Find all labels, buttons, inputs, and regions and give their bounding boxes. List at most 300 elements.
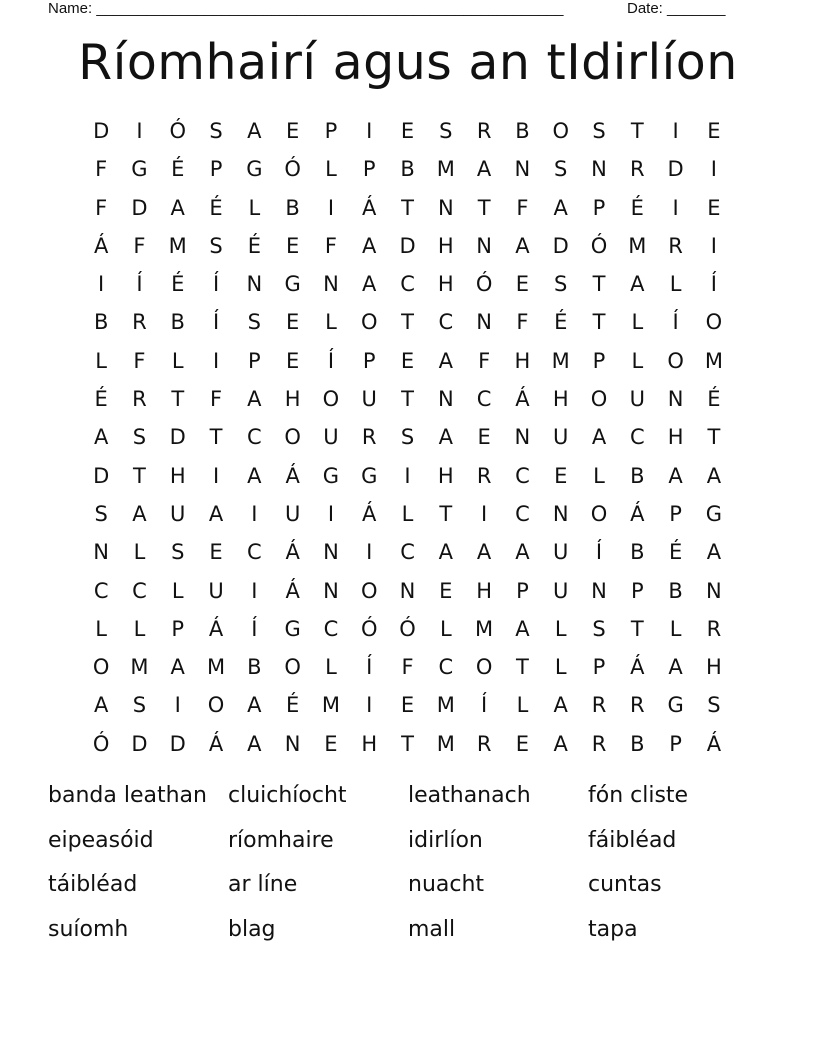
grid-cell[interactable]: F bbox=[133, 233, 146, 258]
grid-cell[interactable]: R bbox=[476, 731, 492, 756]
grid-cell[interactable]: Í bbox=[136, 272, 143, 297]
grid-cell[interactable]: Ó bbox=[92, 731, 110, 756]
grid-cell[interactable]: H bbox=[706, 655, 722, 680]
grid-cell[interactable]: M bbox=[130, 655, 149, 680]
grid-cell[interactable]: O bbox=[552, 119, 569, 143]
grid-cell[interactable]: B bbox=[400, 157, 415, 182]
grid-cell[interactable]: B bbox=[668, 578, 683, 603]
grid-cell[interactable]: L bbox=[133, 616, 146, 641]
grid-cell[interactable]: O bbox=[360, 310, 378, 335]
grid-cell[interactable]: Á bbox=[208, 731, 224, 756]
grid-cell[interactable]: Á bbox=[362, 195, 377, 220]
grid-cell[interactable]: Í bbox=[710, 272, 717, 297]
grid-cell[interactable]: I bbox=[366, 540, 373, 565]
grid-cell[interactable]: T bbox=[630, 119, 644, 143]
grid-cell[interactable]: A bbox=[170, 195, 185, 220]
grid-cell[interactable]: L bbox=[593, 463, 605, 488]
grid-cell[interactable]: U bbox=[170, 501, 186, 526]
grid-cell[interactable]: N bbox=[323, 578, 339, 603]
grid-cell[interactable]: U bbox=[323, 425, 339, 450]
grid-cell[interactable]: Á bbox=[285, 578, 300, 603]
grid-cell[interactable]: A bbox=[630, 272, 645, 297]
grid-cell[interactable]: É bbox=[171, 272, 185, 297]
grid-cell[interactable]: A bbox=[362, 233, 377, 258]
grid-cell[interactable]: E bbox=[515, 272, 530, 297]
grid-cell[interactable]: N bbox=[514, 157, 531, 182]
grid-cell[interactable]: S bbox=[592, 616, 606, 641]
grid-cell[interactable]: N bbox=[667, 387, 684, 412]
grid-cell[interactable]: B bbox=[170, 310, 185, 335]
grid-cell[interactable]: S bbox=[171, 540, 185, 565]
date-field[interactable]: Date: _______ bbox=[627, 0, 726, 17]
grid-cell[interactable]: D bbox=[131, 195, 148, 220]
grid-cell[interactable]: E bbox=[285, 348, 300, 373]
grid-cell[interactable]: C bbox=[515, 463, 530, 488]
grid-cell[interactable]: L bbox=[325, 655, 337, 680]
grid-cell[interactable]: Í bbox=[212, 272, 220, 297]
grid-cell[interactable]: P bbox=[362, 157, 376, 182]
grid-cell[interactable]: É bbox=[171, 157, 185, 182]
grid-cell[interactable]: A bbox=[247, 387, 262, 412]
grid-cell[interactable]: U bbox=[629, 387, 645, 412]
grid-cell[interactable]: I bbox=[251, 578, 258, 603]
grid-cell[interactable]: E bbox=[439, 578, 453, 603]
grid-cell[interactable]: I bbox=[710, 157, 717, 182]
grid-cell[interactable]: T bbox=[171, 387, 185, 412]
grid-cell[interactable]: Ó bbox=[169, 119, 186, 143]
grid-cell[interactable]: D bbox=[93, 463, 110, 488]
grid-cell[interactable]: C bbox=[247, 425, 262, 450]
grid-cell[interactable]: D bbox=[131, 731, 148, 756]
grid-cell[interactable]: D bbox=[667, 157, 684, 182]
grid-cell[interactable]: N bbox=[552, 501, 569, 526]
grid-cell[interactable]: T bbox=[439, 501, 453, 526]
grid-cell[interactable]: R bbox=[132, 310, 147, 335]
grid-cell[interactable]: A bbox=[553, 731, 568, 756]
grid-cell[interactable]: Í bbox=[251, 616, 258, 641]
grid-cell[interactable]: O bbox=[284, 655, 301, 680]
grid-cell[interactable]: F bbox=[95, 157, 108, 182]
grid-cell[interactable]: Í bbox=[672, 310, 679, 335]
grid-cell[interactable]: N bbox=[591, 157, 607, 182]
grid-cell[interactable]: D bbox=[169, 731, 186, 756]
word-bank bbox=[48, 778, 768, 956]
grid-cell[interactable]: T bbox=[516, 655, 529, 680]
grid-cell[interactable]: N bbox=[399, 578, 416, 603]
grid-cell[interactable]: L bbox=[325, 157, 337, 182]
grid-cell[interactable]: C bbox=[438, 310, 454, 335]
grid-cell[interactable]: A bbox=[247, 731, 262, 756]
grid-cell[interactable]: G bbox=[322, 463, 340, 488]
grid-cell[interactable]: E bbox=[285, 233, 300, 258]
grid-cell[interactable]: M bbox=[321, 693, 340, 718]
grid-cell[interactable]: Í bbox=[327, 348, 335, 373]
grid-cell[interactable]: É bbox=[668, 540, 683, 565]
grid-cell[interactable]: I bbox=[212, 463, 220, 488]
grid-cell[interactable]: H bbox=[361, 731, 378, 756]
grid-cell[interactable]: R bbox=[361, 425, 377, 450]
grid-cell[interactable]: H bbox=[667, 425, 684, 450]
grid-cell[interactable]: A bbox=[706, 463, 722, 488]
grid-cell[interactable]: A bbox=[668, 463, 683, 488]
grid-cell[interactable]: A bbox=[515, 616, 530, 641]
grid-cell[interactable]: O bbox=[667, 348, 684, 373]
grid-cell[interactable]: T bbox=[477, 195, 491, 220]
grid-cell[interactable]: D bbox=[552, 233, 569, 258]
grid-cell[interactable]: L bbox=[516, 693, 529, 718]
grid-cell[interactable]: G bbox=[284, 616, 301, 641]
grid-cell[interactable]: H bbox=[514, 348, 531, 373]
grid-cell[interactable]: C bbox=[323, 616, 339, 641]
grid-cell[interactable]: U bbox=[208, 578, 224, 603]
grid-cell[interactable]: E bbox=[400, 119, 415, 143]
grid-cell[interactable]: L bbox=[669, 272, 682, 297]
grid-cell[interactable]: N bbox=[476, 233, 492, 258]
grid-cell[interactable]: U bbox=[553, 425, 569, 450]
grid-cell[interactable]: A bbox=[247, 463, 262, 488]
grid-cell[interactable]: Í bbox=[366, 655, 373, 680]
grid-cell[interactable]: G bbox=[361, 463, 378, 488]
grid-cell[interactable]: A bbox=[515, 540, 530, 565]
grid-cell[interactable]: Á bbox=[630, 501, 645, 526]
grid-cell[interactable]: F bbox=[133, 348, 146, 373]
grid-cell[interactable]: B bbox=[285, 195, 300, 220]
grid-cell[interactable]: L bbox=[554, 655, 567, 680]
grid-cell[interactable]: A bbox=[247, 693, 262, 718]
grid-cell[interactable]: B bbox=[630, 731, 645, 756]
grid-cell[interactable]: É bbox=[209, 195, 223, 220]
grid-cell[interactable]: P bbox=[592, 195, 606, 220]
grid-cell[interactable]: M bbox=[168, 233, 187, 258]
grid-cell[interactable]: R bbox=[591, 693, 607, 718]
grid-cell[interactable]: I bbox=[327, 195, 335, 220]
grid-cell[interactable]: Ó bbox=[360, 616, 378, 641]
grid-cell[interactable]: Á bbox=[208, 616, 224, 641]
grid-cell[interactable]: A bbox=[553, 195, 568, 220]
grid-cell[interactable]: A bbox=[170, 655, 185, 680]
grid-cell[interactable]: Á bbox=[706, 731, 722, 756]
grid-cell[interactable]: T bbox=[133, 463, 146, 488]
grid-cell[interactable]: L bbox=[401, 501, 414, 526]
grid-cell[interactable]: E bbox=[554, 463, 568, 488]
grid-cell[interactable]: H bbox=[437, 463, 454, 488]
grid-cell[interactable]: E bbox=[285, 119, 300, 143]
grid-cell[interactable]: I bbox=[404, 463, 411, 488]
grid-cell[interactable]: É bbox=[285, 693, 300, 718]
grid-cell[interactable]: I bbox=[212, 348, 220, 373]
grid-cell[interactable]: I bbox=[136, 119, 143, 143]
grid-cell[interactable]: A bbox=[93, 425, 109, 450]
grid-cell[interactable]: I bbox=[366, 693, 373, 718]
grid-cell[interactable]: L bbox=[631, 348, 644, 373]
grid-cell[interactable]: A bbox=[438, 348, 453, 373]
grid-cell[interactable]: O bbox=[284, 425, 301, 450]
grid-cell[interactable]: S bbox=[132, 425, 147, 450]
grid-cell[interactable]: R bbox=[668, 233, 683, 258]
grid-cell[interactable]: M bbox=[628, 233, 647, 258]
grid-cell[interactable]: N bbox=[246, 272, 263, 297]
grid-cell[interactable]: P bbox=[209, 157, 223, 182]
grid-cell[interactable]: L bbox=[133, 540, 146, 565]
grid-cell[interactable]: O bbox=[590, 387, 608, 412]
grid-cell[interactable]: A bbox=[553, 693, 568, 718]
grid-cell[interactable]: N bbox=[476, 310, 492, 335]
grid-cell[interactable]: Í bbox=[595, 540, 603, 565]
grid-cell[interactable]: Í bbox=[212, 310, 220, 335]
grid-cell[interactable]: I bbox=[366, 119, 373, 143]
grid-cell[interactable]: L bbox=[95, 616, 107, 641]
grid-cell[interactable]: L bbox=[439, 616, 452, 641]
grid-cell[interactable]: T bbox=[401, 195, 414, 220]
grid-cell[interactable]: M bbox=[206, 655, 226, 680]
grid-cell[interactable]: É bbox=[554, 310, 568, 335]
name-field[interactable]: Name: ________________________________________________________ bbox=[48, 0, 564, 17]
grid-cell[interactable]: M bbox=[475, 616, 494, 641]
grid-cell[interactable]: T bbox=[592, 310, 606, 335]
word-bank-item: táibléad bbox=[48, 872, 138, 897]
grid-cell[interactable]: S bbox=[132, 693, 147, 718]
grid-cell[interactable]: I bbox=[481, 501, 488, 526]
grid-cell[interactable]: Á bbox=[630, 655, 645, 680]
grid-cell[interactable]: C bbox=[476, 387, 492, 412]
grid-cell[interactable]: A bbox=[93, 693, 109, 718]
grid-cell[interactable]: I bbox=[710, 233, 717, 258]
grid-cell[interactable]: T bbox=[209, 425, 223, 450]
grid-cell[interactable]: N bbox=[323, 540, 339, 565]
grid-cell[interactable]: L bbox=[669, 616, 682, 641]
grid-cell[interactable]: Ó bbox=[399, 616, 416, 641]
grid-cell[interactable]: E bbox=[324, 731, 338, 756]
grid-cell[interactable]: S bbox=[554, 272, 568, 297]
grid-cell[interactable]: H bbox=[437, 272, 454, 297]
grid-cell[interactable]: M bbox=[551, 348, 570, 373]
grid-cell[interactable]: N bbox=[93, 540, 109, 565]
word-bank-item: nuacht bbox=[408, 872, 485, 897]
grid-cell[interactable]: C bbox=[515, 501, 530, 526]
grid-cell[interactable]: R bbox=[476, 463, 492, 488]
grid-cell[interactable]: S bbox=[707, 693, 721, 718]
grid-cell[interactable]: A bbox=[438, 540, 453, 565]
grid-cell[interactable]: D bbox=[399, 233, 416, 258]
grid-cell[interactable]: L bbox=[631, 310, 644, 335]
grid-cell[interactable]: L bbox=[325, 310, 337, 335]
grid-cell[interactable]: S bbox=[554, 157, 568, 182]
grid-cell[interactable]: F bbox=[516, 310, 529, 335]
grid-cell[interactable]: A bbox=[668, 655, 683, 680]
grid-cell[interactable]: R bbox=[591, 731, 607, 756]
grid-cell[interactable]: H bbox=[169, 463, 186, 488]
grid-cell[interactable]: U bbox=[553, 578, 569, 603]
grid-cell[interactable]: H bbox=[437, 233, 454, 258]
grid-cell[interactable]: T bbox=[401, 387, 414, 412]
grid-cell[interactable]: S bbox=[209, 233, 223, 258]
grid-cell[interactable]: C bbox=[438, 655, 454, 680]
grid-cell[interactable]: I bbox=[672, 119, 679, 143]
grid-cell[interactable]: G bbox=[705, 501, 723, 526]
grid-cell[interactable]: P bbox=[362, 348, 376, 373]
grid-cell[interactable]: P bbox=[516, 578, 529, 603]
grid-cell[interactable]: Á bbox=[93, 233, 109, 258]
grid-cell[interactable]: S bbox=[400, 425, 415, 450]
grid-cell[interactable]: R bbox=[706, 616, 722, 641]
grid-cell[interactable]: B bbox=[247, 655, 262, 680]
grid-cell[interactable]: E bbox=[707, 119, 721, 143]
grid-cell[interactable]: H bbox=[476, 578, 493, 603]
grid-cell[interactable]: I bbox=[174, 693, 181, 718]
grid-cell[interactable]: A bbox=[247, 119, 262, 143]
grid-cell[interactable]: G bbox=[667, 693, 684, 718]
grid-cell[interactable]: G bbox=[284, 272, 301, 297]
grid-cell[interactable]: A bbox=[476, 157, 492, 182]
grid-cell[interactable]: O bbox=[322, 387, 340, 412]
grid-cell[interactable]: M bbox=[436, 731, 455, 756]
grid-cell[interactable]: R bbox=[476, 119, 492, 143]
grid-cell[interactable]: S bbox=[209, 119, 223, 143]
grid-cell[interactable]: O bbox=[207, 693, 225, 718]
grid-cell[interactable]: I bbox=[251, 501, 258, 526]
grid-cell[interactable]: Ó bbox=[475, 272, 493, 297]
grid-cell[interactable]: B bbox=[93, 310, 109, 335]
grid-cell[interactable]: B bbox=[630, 540, 645, 565]
grid-cell[interactable]: L bbox=[554, 616, 567, 641]
grid-cell[interactable]: C bbox=[93, 578, 109, 603]
grid-cell[interactable]: U bbox=[284, 501, 301, 526]
grid-cell[interactable]: N bbox=[514, 425, 531, 450]
grid-cell[interactable]: A bbox=[208, 501, 224, 526]
grid-cell[interactable]: G bbox=[131, 157, 148, 182]
grid-cell[interactable]: P bbox=[592, 348, 606, 373]
grid-cell[interactable]: Á bbox=[362, 501, 377, 526]
grid-cell[interactable]: I bbox=[327, 501, 335, 526]
grid-cell[interactable]: A bbox=[476, 540, 492, 565]
grid-cell[interactable]: E bbox=[477, 425, 491, 450]
grid-cell[interactable]: B bbox=[630, 463, 645, 488]
grid-cell[interactable]: N bbox=[284, 731, 301, 756]
grid-cell[interactable]: R bbox=[630, 693, 645, 718]
grid-cell[interactable]: F bbox=[478, 348, 491, 373]
grid-cell[interactable]: C bbox=[629, 425, 645, 450]
grid-cell[interactable]: A bbox=[132, 501, 147, 526]
grid-cell[interactable]: Á bbox=[285, 540, 300, 565]
grid-cell[interactable]: Ó bbox=[590, 233, 608, 258]
grid-cell[interactable]: É bbox=[247, 233, 261, 258]
grid-cell[interactable]: M bbox=[704, 348, 723, 373]
grid-cell[interactable]: B bbox=[515, 119, 530, 143]
grid-cell[interactable]: E bbox=[209, 540, 223, 565]
grid-cell[interactable]: E bbox=[400, 348, 415, 373]
grid-cell[interactable]: L bbox=[171, 348, 184, 373]
grid-cell[interactable]: R bbox=[132, 387, 147, 412]
grid-cell[interactable]: Í bbox=[481, 693, 488, 718]
grid-cell[interactable]: F bbox=[209, 387, 223, 412]
word-bank-item: banda leathan bbox=[48, 783, 207, 808]
grid-cell[interactable]: T bbox=[592, 272, 606, 297]
grid-cell[interactable]: M bbox=[436, 693, 455, 718]
grid-cell[interactable]: N bbox=[437, 387, 454, 412]
grid-cell[interactable]: Á bbox=[285, 463, 300, 488]
grid-cell[interactable]: T bbox=[707, 425, 721, 450]
grid-cell[interactable]: F bbox=[324, 233, 337, 258]
header-line bbox=[48, 0, 748, 18]
grid-cell[interactable]: N bbox=[591, 578, 607, 603]
grid-cell[interactable]: L bbox=[248, 195, 261, 220]
grid-cell[interactable]: F bbox=[95, 195, 108, 220]
grid-cell[interactable]: I bbox=[672, 195, 679, 220]
grid-cell[interactable]: E bbox=[285, 310, 300, 335]
grid-cell[interactable]: F bbox=[401, 655, 414, 680]
grid-cell[interactable]: D bbox=[93, 119, 110, 143]
grid-cell[interactable]: A bbox=[706, 540, 722, 565]
grid-cell[interactable]: T bbox=[401, 310, 414, 335]
grid-cell[interactable]: A bbox=[591, 425, 607, 450]
grid-cell[interactable]: S bbox=[592, 119, 606, 143]
grid-cell[interactable]: O bbox=[360, 578, 378, 603]
grid-cell[interactable]: S bbox=[439, 119, 453, 143]
grid-cell[interactable]: P bbox=[592, 655, 606, 680]
grid-cell[interactable]: O bbox=[705, 310, 723, 335]
grid-cell[interactable]: T bbox=[401, 731, 414, 756]
grid-cell[interactable]: P bbox=[324, 119, 338, 143]
grid-cell[interactable]: A bbox=[438, 425, 453, 450]
letter-grid bbox=[82, 112, 733, 763]
grid-cell[interactable]: A bbox=[362, 272, 377, 297]
grid-cell[interactable]: U bbox=[553, 540, 569, 565]
puzzle-title: Ríomhairí agus an tIdirlíon bbox=[78, 34, 738, 91]
grid-cell[interactable]: L bbox=[95, 348, 107, 373]
word-bank-item: leathanach bbox=[408, 783, 531, 808]
grid-cell[interactable]: S bbox=[94, 501, 108, 526]
grid-cell[interactable]: É bbox=[707, 387, 721, 412]
grid-cell[interactable]: P bbox=[669, 501, 682, 526]
grid-cell[interactable]: D bbox=[169, 425, 186, 450]
grid-cell[interactable]: P bbox=[669, 731, 682, 756]
grid-cell[interactable]: O bbox=[475, 655, 493, 680]
grid-cell[interactable]: É bbox=[94, 387, 108, 412]
grid-cell[interactable]: A bbox=[515, 233, 530, 258]
grid-cell[interactable]: N bbox=[323, 272, 339, 297]
grid-cell[interactable]: P bbox=[171, 616, 185, 641]
grid-cell[interactable]: R bbox=[630, 157, 645, 182]
grid-cell[interactable]: M bbox=[436, 157, 455, 182]
grid-cell[interactable]: H bbox=[552, 387, 569, 412]
grid-cell[interactable]: N bbox=[437, 195, 454, 220]
grid-cell[interactable]: C bbox=[132, 578, 147, 603]
grid-cell[interactable]: F bbox=[516, 195, 529, 220]
grid-cell[interactable]: T bbox=[630, 616, 644, 641]
grid-cell[interactable]: P bbox=[630, 578, 644, 603]
grid-cell[interactable]: E bbox=[707, 195, 721, 220]
grid-cell[interactable]: G bbox=[246, 157, 263, 182]
grid-cell[interactable]: E bbox=[515, 731, 530, 756]
grid-cell[interactable]: Á bbox=[515, 387, 530, 412]
grid-cell[interactable]: E bbox=[400, 693, 415, 718]
grid-cell[interactable]: C bbox=[400, 540, 415, 565]
word-bank-item: fón cliste bbox=[588, 783, 689, 808]
grid-cell[interactable]: S bbox=[247, 310, 261, 335]
grid-cell[interactable]: É bbox=[630, 195, 644, 220]
grid-cell[interactable]: L bbox=[171, 578, 184, 603]
grid-cell[interactable]: P bbox=[248, 348, 261, 373]
grid-cell[interactable]: C bbox=[247, 540, 262, 565]
grid-cell[interactable]: O bbox=[92, 655, 110, 680]
grid-cell[interactable]: Ó bbox=[284, 157, 301, 182]
grid-cell[interactable]: H bbox=[284, 387, 301, 412]
grid-cell[interactable]: O bbox=[590, 501, 608, 526]
grid-cell[interactable]: U bbox=[361, 387, 377, 412]
grid-cell[interactable]: N bbox=[706, 578, 722, 603]
grid-cell[interactable]: I bbox=[98, 272, 105, 297]
grid-cell[interactable]: C bbox=[400, 272, 415, 297]
